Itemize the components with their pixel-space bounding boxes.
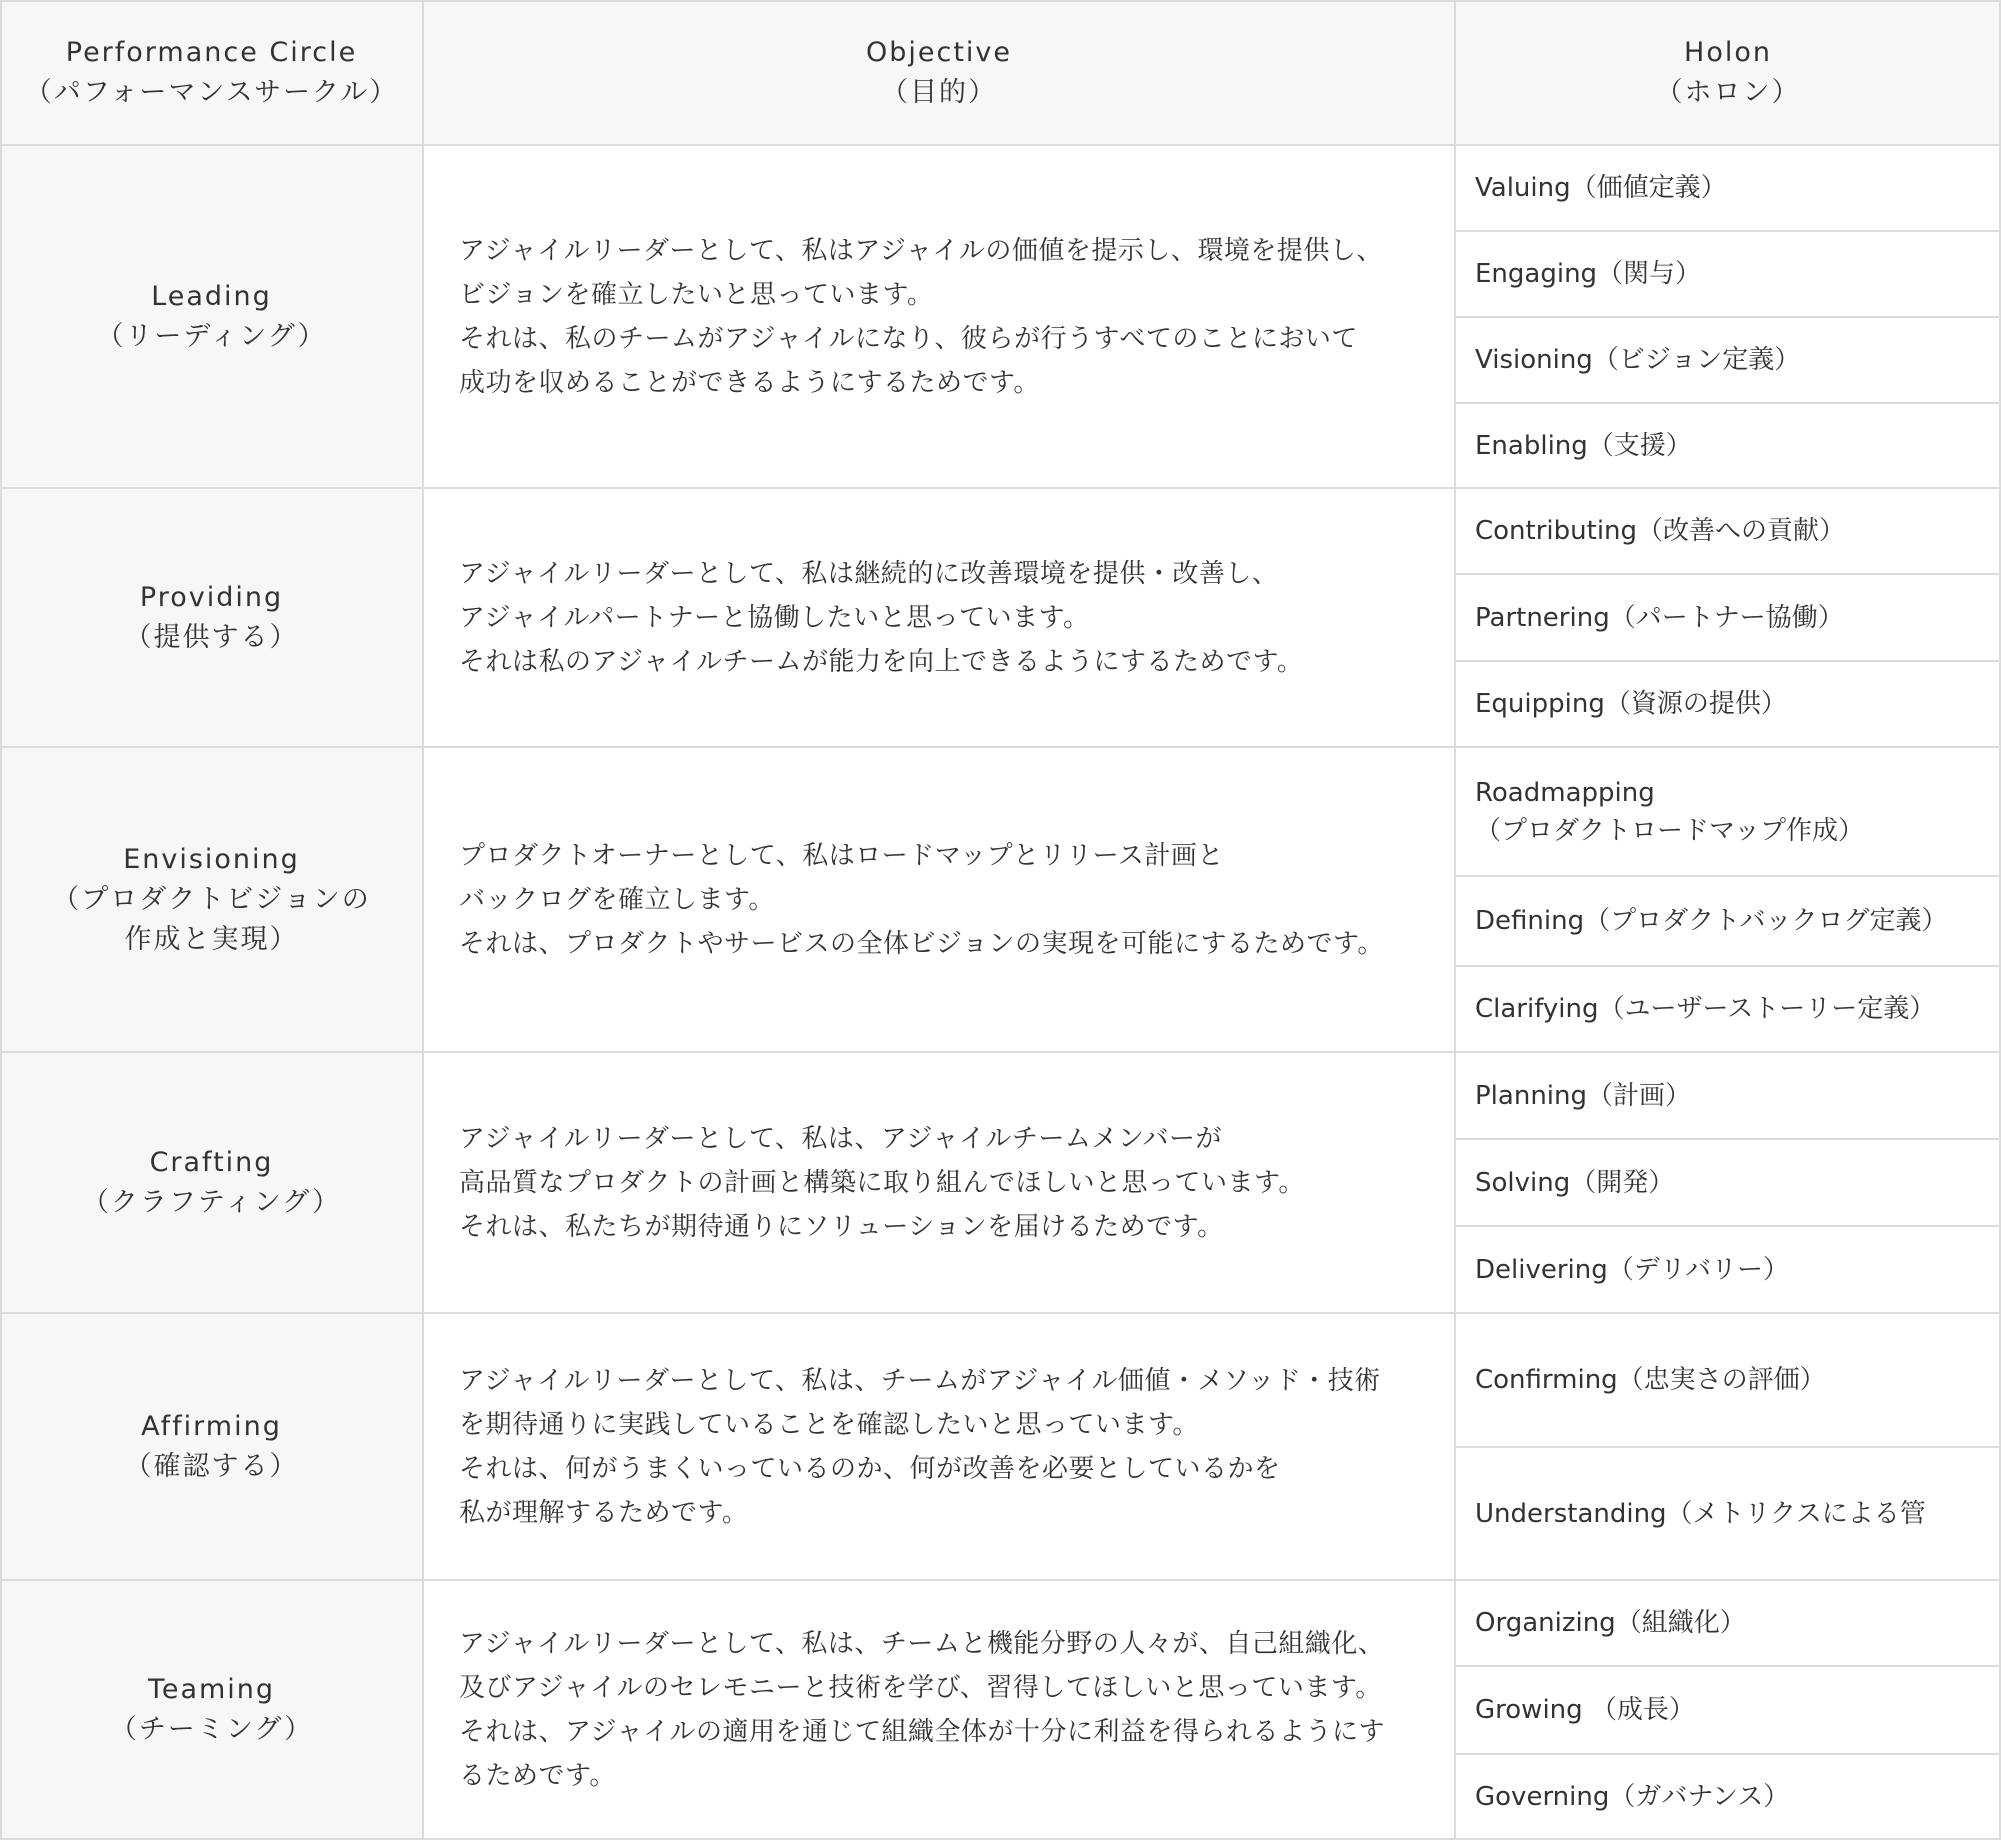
holon-divider <box>1455 230 2001 232</box>
objective-cell <box>423 488 1455 747</box>
holon-cell-line: Valuing（価値定義） <box>1475 173 1727 203</box>
objective-cell-line: アジャイルリーダーとして、私は継続的に改善環境を提供・改善し、 <box>459 558 1279 589</box>
objective-cell-line: それは、アジャイルの適用を通じて組織全体が十分に利益を得られるようにす <box>459 1717 1385 1747</box>
holon-divider <box>1455 1753 2001 1755</box>
holon-cell-line: Solving（開発） <box>1475 1167 1675 1198</box>
objective-cell <box>423 1580 1455 1840</box>
holon-cell-line: Understanding（メトリクスによる管 <box>1475 1498 1926 1529</box>
holon-cell <box>1455 317 2001 403</box>
objective-cell-line: それは私のアジャイルチームが能力を向上できるようにするためです。 <box>459 646 1304 677</box>
objective-cell-line: るためです。 <box>459 1761 616 1791</box>
objective-cell-line: 成功を収めることができるようにするためです。 <box>459 367 1040 398</box>
holon-divider <box>1455 660 2001 662</box>
column-divider <box>422 0 424 1840</box>
holon-cell <box>1455 1754 2001 1840</box>
row-divider <box>0 1051 2001 1053</box>
holon-cell <box>1455 1447 2001 1580</box>
objective-cell <box>423 1052 1455 1313</box>
holon-divider <box>1455 965 2001 967</box>
holon-cell-line: Partnering（パートナー協働） <box>1475 602 1844 633</box>
circle-cell-line: Teaming <box>147 1674 276 1705</box>
objective-cell-line: アジャイルリーダーとして、私は、チームと機能分野の人々が、自己組織化、 <box>459 1629 1385 1659</box>
circle-cell-line: 作成と実現） <box>124 923 299 955</box>
circle-cell-line: Affirming <box>141 1410 282 1442</box>
holon-cell-line: Equipping（資源の提供） <box>1475 689 1787 719</box>
header-holon <box>1455 0 2001 145</box>
circle-cell <box>0 145 423 488</box>
row-divider <box>0 746 2001 748</box>
circle-cell-line: Crafting <box>149 1146 274 1178</box>
holon-cell-line: Growing （成長） <box>1475 1695 1695 1725</box>
holon-cell <box>1455 1052 2001 1139</box>
circle-cell-line: （クラフティング） <box>81 1186 342 1218</box>
holon-cell <box>1455 231 2001 317</box>
objective-cell-line: それは、私たちが期待通りにソリューションを届けるためです。 <box>459 1211 1224 1242</box>
header-performance-circle-line: （パフォーマンスサークル） <box>24 76 399 108</box>
holon-cell <box>1455 1666 2001 1754</box>
objective-cell-line: プロダクトオーナーとして、私はロードマップとリリース計画と <box>459 840 1224 871</box>
objective-cell-line: アジャイルリーダーとして、私は、アジャイルチームメンバーが <box>459 1123 1223 1154</box>
holon-cell-line: Delivering（デリバリー） <box>1475 1254 1789 1285</box>
objective-cell <box>423 747 1455 1052</box>
row-divider <box>0 1579 2001 1581</box>
objective-cell-line: ビジョンを確立したいと思っています。 <box>459 279 934 310</box>
holon-divider <box>1455 316 2001 318</box>
circle-cell-line: （チーミング） <box>109 1714 314 1745</box>
objective-cell <box>423 1313 1455 1580</box>
holon-cell-line: Engaging（関与） <box>1475 259 1702 289</box>
header-holon-line: （ホロン） <box>1655 76 1801 108</box>
column-divider <box>1454 0 1456 1840</box>
holon-cell-line: Roadmapping <box>1475 777 1655 808</box>
holon-cell <box>1455 747 2001 876</box>
circle-cell-line: Providing <box>139 581 284 613</box>
holon-divider <box>1455 402 2001 404</box>
column-divider <box>0 0 2 1840</box>
objective-cell <box>423 145 1455 488</box>
row-divider <box>0 487 2001 489</box>
objective-cell-line: アジャイルリーダーとして、私はアジャイルの価値を提示し、環境を提供し、 <box>459 235 1383 266</box>
holon-cell-line: Defining（プロダクトバックログ定義） <box>1475 906 1948 936</box>
holon-cell <box>1455 1226 2001 1313</box>
holon-cell <box>1455 574 2001 661</box>
objective-cell-line: それは、私のチームがアジャイルになり、彼らが行うすべてのことにおいて <box>459 323 1358 354</box>
holon-cell-line: Confirming（忠実さの評価） <box>1475 1365 1826 1395</box>
holon-cell <box>1455 661 2001 747</box>
holon-cell <box>1455 403 2001 488</box>
row-divider <box>0 1312 2001 1314</box>
row-divider <box>0 144 2001 146</box>
circle-cell-line: （リーディング） <box>96 320 327 352</box>
header-objective-line: Objective <box>865 36 1013 68</box>
holon-cell-line: Governing（ガバナンス） <box>1475 1782 1790 1812</box>
holon-cell-line: Organizing（組織化） <box>1475 1608 1746 1638</box>
holon-cell-line: Enabling（支援） <box>1475 430 1692 461</box>
header-holon-line: Holon <box>1684 36 1772 68</box>
objective-cell-line: アジャイルパートナーと協働したいと思っています。 <box>459 602 1090 633</box>
circle-cell <box>0 1052 423 1313</box>
circle-cell-line: （確認する） <box>124 1450 299 1482</box>
circle-cell <box>0 488 423 747</box>
holon-cell <box>1455 1580 2001 1666</box>
objective-cell-line: 高品質なプロダクトの計画と構築に取り組んでほしいと思っています。 <box>459 1167 1305 1198</box>
holon-cell-line: Clarifying（ユーザーストーリー定義） <box>1475 994 1936 1024</box>
objective-cell-line: それは、何がうまくいっているのか、何が改善を必要としているかを <box>459 1453 1281 1484</box>
holon-divider <box>1455 1225 2001 1227</box>
objective-cell-line: 及びアジャイルのセレモニーと技術を学び、習得してほしいと思っています。 <box>459 1673 1382 1703</box>
circle-cell-line: Envisioning <box>123 843 300 875</box>
holon-divider <box>1455 573 2001 575</box>
holon-cell <box>1455 145 2001 231</box>
circle-cell-line: （プロダクトビジョンの <box>52 883 371 915</box>
holon-divider <box>1455 1138 2001 1140</box>
holon-cell <box>1455 966 2001 1052</box>
holon-cell-line: （プロダクトロードマップ作成） <box>1475 815 1864 846</box>
holon-divider <box>1455 875 2001 877</box>
header-objective <box>423 0 1455 145</box>
header-performance-circle <box>0 0 423 145</box>
holon-cell <box>1455 876 2001 966</box>
objective-cell-line: それは、プロダクトやサービスの全体ビジョンの実現を可能にするためです。 <box>459 928 1384 959</box>
row-divider <box>0 0 2001 2</box>
holon-divider <box>1455 1446 2001 1448</box>
circle-cell <box>0 1313 423 1580</box>
objective-cell-line: を期待通りに実践していることを確認したいと思っています。 <box>459 1409 1199 1440</box>
holon-cell <box>1455 1313 2001 1447</box>
holon-cell-line: Planning（計画） <box>1475 1080 1691 1111</box>
holon-divider <box>1455 1665 2001 1667</box>
circle-cell <box>0 747 423 1052</box>
holon-cell <box>1455 488 2001 574</box>
header-performance-circle-line: Performance Circle <box>65 36 358 68</box>
circle-cell-line: （提供する） <box>124 621 299 653</box>
circle-cell <box>0 1580 423 1840</box>
objective-cell-line: 私が理解するためです。 <box>459 1497 749 1528</box>
circle-cell-line: Leading <box>151 280 272 312</box>
objective-cell-line: アジャイルリーダーとして、私は、チームがアジャイル価値・メソッド・技術 <box>459 1365 1381 1396</box>
holon-cell-line: Visioning（ビジョン定義） <box>1475 345 1801 375</box>
objective-cell-line: バックログを確立します。 <box>459 884 775 915</box>
holon-cell <box>1455 1139 2001 1226</box>
header-objective-line: （目的） <box>881 76 997 108</box>
holon-cell-line: Contributing（改善への貢献） <box>1475 516 1846 546</box>
